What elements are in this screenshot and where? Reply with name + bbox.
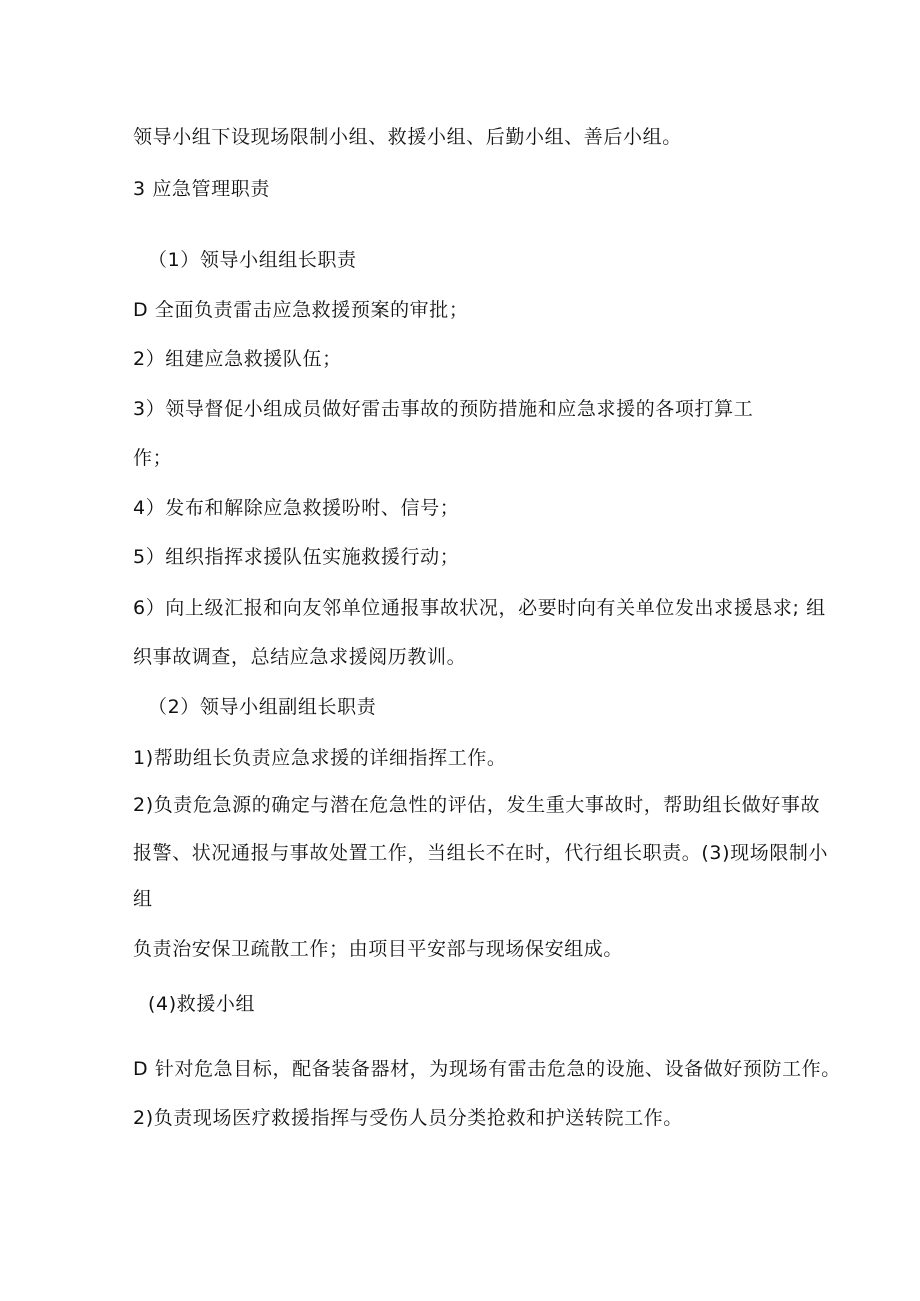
subsection-heading-2: （2）领导小组副组长职责 (148, 696, 377, 718)
paragraph-line: 组 (133, 888, 153, 910)
paragraph-line: 2）组建应急救援队伍； (133, 348, 342, 370)
paragraph-line: 4）发布和解除应急救援吩咐、信号； (133, 497, 460, 519)
paragraph-line: 2)负责现场医疗救援指挥与受伤人员分类抢救和护送转院工作。 (133, 1107, 683, 1129)
subsection-heading-4: (4)救援小组 (148, 993, 256, 1015)
intro-line: 领导小组下设现场限制小组、救援小组、后勤小组、善后小组。 (133, 126, 682, 148)
paragraph-line: 报警、状况通报与事故处置工作，当组长不在时，代行组长职责。(3)现场限制小 (133, 842, 829, 864)
paragraph-line: D 针对危急目标，配备装备器材，为现场有雷击危急的设施、设备做好预防工作。 (133, 1058, 841, 1080)
paragraph-line: 3）领导督促小组成员做好雷击事故的预防措施和应急求援的各项打算工 (133, 398, 754, 420)
paragraph-line: 5）组织指挥求援队伍实施救援行动； (133, 546, 460, 568)
paragraph-line: 作； (133, 447, 173, 469)
paragraph-line: 负责治安保卫疏散工作；由项目平安部与现场保安组成。 (133, 938, 624, 960)
paragraph-line: 1)帮助组长负责应急求援的详细指挥工作。 (133, 747, 507, 769)
paragraph-line: D 全面负责雷击应急救援预案的审批； (133, 299, 469, 321)
paragraph-line: 织事故调查，总结应急求援阅历教训。 (133, 646, 467, 668)
paragraph-line: 6）向上级汇报和向友邻单位通报事故状况，必要时向有关单位发出求援恳求; 组 (133, 597, 826, 619)
section-heading: 3 应急管理职责 (133, 178, 270, 200)
subsection-heading-1: （1）领导小组组长职责 (148, 249, 357, 271)
paragraph-line: 2)负责危急源的确定与潜在危急性的评估，发生重大事故时，帮助组长做好事故 (133, 794, 821, 816)
